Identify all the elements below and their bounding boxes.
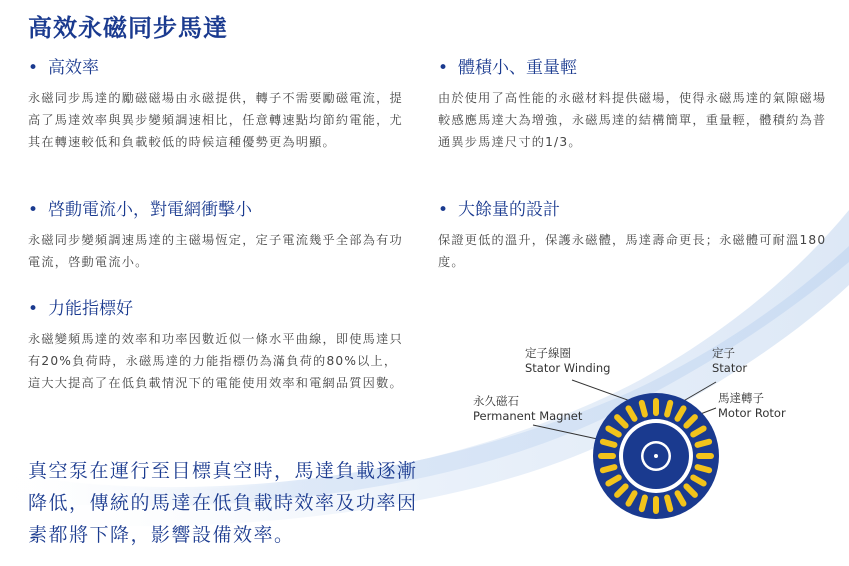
label-en: Permanent Magnet [473, 409, 583, 423]
shaft-center [654, 454, 658, 458]
label-zh: 永久磁石 [473, 394, 519, 408]
page-title: 高效永磁同步馬達 [28, 14, 228, 42]
label-zh: 馬達轉子 [718, 391, 764, 405]
section-body: 由於使用了高性能的永磁材料提供磁場，使得永磁馬達的氣隙磁場較感應馬達大為增強，永磁馬達的結構簡單，重量輕，體積約為普通異步馬達尺寸的1/3。 [438, 91, 827, 149]
callout-stator-winding [525, 346, 610, 376]
callout-motor-rotor [718, 391, 786, 421]
bullet-icon: • [28, 200, 39, 220]
section-low-starting-current [28, 198, 406, 273]
magnet-slot [598, 453, 616, 459]
section-body: 保證更低的溫升，保護永磁體，馬達壽命更長；永磁體可耐溫180度。 [438, 233, 827, 269]
bullet-icon: • [28, 58, 39, 78]
bullet-icon: • [438, 58, 449, 78]
label-en: Stator Winding [525, 361, 611, 375]
section-large-margin-design [438, 198, 828, 273]
label-zh: 定子 [712, 346, 735, 360]
bullet-icon: • [28, 299, 39, 319]
section-body: 永磁變頻馬達的效率和功率因數近似一條水平曲線，即使馬達只有20%負荷時，永磁馬達的力能指標仍為滿負荷的80%以上，這大大提高了在低負載情況下的電能使用效率和電網品質因數。 [28, 332, 403, 390]
heading-text: 大餘量的設計 [458, 200, 560, 220]
magnet-slot [696, 453, 714, 459]
heading-text: 啓動電流小，對電網衝擊小 [48, 200, 252, 220]
callout-stator [712, 346, 747, 376]
vacuum-pump-note: 真空泵在運行至目標真空時，馬達負載逐漸降低，傳統的馬達在低負載時效率及功率因素都將下降，影響設備效率。 [28, 460, 418, 546]
section-high-efficiency [28, 56, 406, 153]
section-heading [438, 198, 828, 222]
heading-text: 高效率 [48, 58, 99, 78]
label-zh: 定子線圈 [525, 346, 571, 360]
section-heading [28, 198, 406, 222]
heading-text: 體積小、重量輕 [458, 58, 577, 78]
section-body: 永磁同步變頻調速馬達的主磁場恆定，定子電流幾乎全部為有功電流，啓動電流小。 [28, 233, 403, 269]
magnet-slot [653, 398, 659, 416]
section-heading [438, 56, 828, 80]
heading-text: 力能指標好 [48, 299, 133, 319]
section-body: 永磁同步馬達的勵磁磁場由永磁提供，轉子不需要勵磁電流，提高了馬達效率與異步變頻調速相比，任意轉速點均節約電能，尤其在轉速較低和負載較低的時候這種優勢更為明顯。 [28, 91, 403, 149]
section-heading [28, 297, 406, 321]
motor-cross-section-diagram [592, 392, 720, 520]
section-power-factor [28, 297, 406, 394]
section-heading [28, 56, 406, 80]
bullet-icon: • [438, 200, 449, 220]
label-en: Motor Rotor [718, 406, 786, 420]
section-compact-lightweight [438, 56, 828, 153]
magnet-slot [653, 496, 659, 514]
label-en: Stator [712, 361, 748, 375]
callout-permanent-magnet [473, 394, 582, 424]
